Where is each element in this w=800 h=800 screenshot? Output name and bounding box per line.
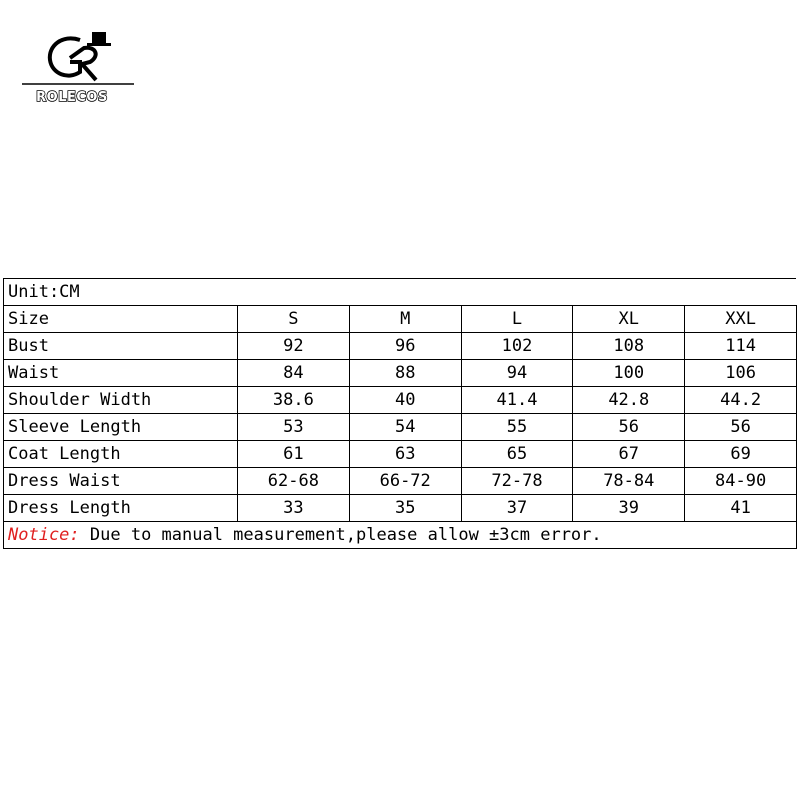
notice-row	[4, 522, 797, 549]
table-cell: 106	[685, 360, 797, 387]
table-cell: 41	[685, 495, 797, 522]
table-cell: 69	[685, 441, 797, 468]
table-cell: 56	[685, 414, 797, 441]
unit-label: Unit:CM	[4, 279, 797, 306]
table-cell: 41.4	[461, 387, 573, 414]
table-row	[4, 360, 797, 387]
table-cell: 44.2	[685, 387, 797, 414]
size-column-header: XXL	[685, 306, 797, 333]
table-cell: 42.8	[573, 387, 685, 414]
table-cell: 33	[238, 495, 350, 522]
table-row	[4, 441, 797, 468]
table-row	[4, 333, 797, 360]
row-label: Bust	[4, 333, 238, 360]
table-row	[4, 495, 797, 522]
table-cell: 72-78	[461, 468, 573, 495]
table-cell: 92	[238, 333, 350, 360]
table-cell: 84-90	[685, 468, 797, 495]
table-row	[4, 468, 797, 495]
table-cell: 114	[685, 333, 797, 360]
table-cell: 56	[573, 414, 685, 441]
row-label: Shoulder Width	[4, 387, 238, 414]
notice-label: Notice:	[8, 525, 80, 545]
table-row	[4, 306, 797, 333]
table-cell: 39	[573, 495, 685, 522]
table-cell: 88	[349, 360, 461, 387]
table-cell: 55	[461, 414, 573, 441]
table-row	[4, 387, 797, 414]
table-cell: 96	[349, 333, 461, 360]
notice-text: Due to manual measurement,please allow ±3cm error.	[79, 525, 602, 545]
table-cell: 40	[349, 387, 461, 414]
table-cell: 84	[238, 360, 350, 387]
table-cell: 108	[573, 333, 685, 360]
size-column-header: M	[349, 306, 461, 333]
table-cell: 37	[461, 495, 573, 522]
row-label: Waist	[4, 360, 238, 387]
row-label: Dress Waist	[4, 468, 238, 495]
unit-row	[4, 279, 797, 306]
table-cell: 102	[461, 333, 573, 360]
table-cell: 38.6	[238, 387, 350, 414]
size-column-header: L	[461, 306, 573, 333]
table-cell: 78-84	[573, 468, 685, 495]
table-cell: 100	[573, 360, 685, 387]
table-cell: 65	[461, 441, 573, 468]
row-label: Sleeve Length	[4, 414, 238, 441]
table-row	[4, 414, 797, 441]
gr-monogram-icon	[22, 30, 134, 90]
table-cell: 54	[349, 414, 461, 441]
notice-cell	[4, 522, 797, 549]
table-cell: 35	[349, 495, 461, 522]
table-cell: 94	[461, 360, 573, 387]
size-column-header: S	[238, 306, 350, 333]
brand-name: ROLECOS	[36, 90, 108, 105]
brand-logo	[22, 30, 134, 116]
size-chart-table	[3, 278, 797, 549]
size-header: Size	[4, 306, 238, 333]
row-label: Dress Length	[4, 495, 238, 522]
table-cell: 63	[349, 441, 461, 468]
row-label: Coat Length	[4, 441, 238, 468]
table-cell: 61	[238, 441, 350, 468]
table-cell: 62-68	[238, 468, 350, 495]
table-cell: 66-72	[349, 468, 461, 495]
table-cell: 67	[573, 441, 685, 468]
size-column-header: XL	[573, 306, 685, 333]
table-cell: 53	[238, 414, 350, 441]
